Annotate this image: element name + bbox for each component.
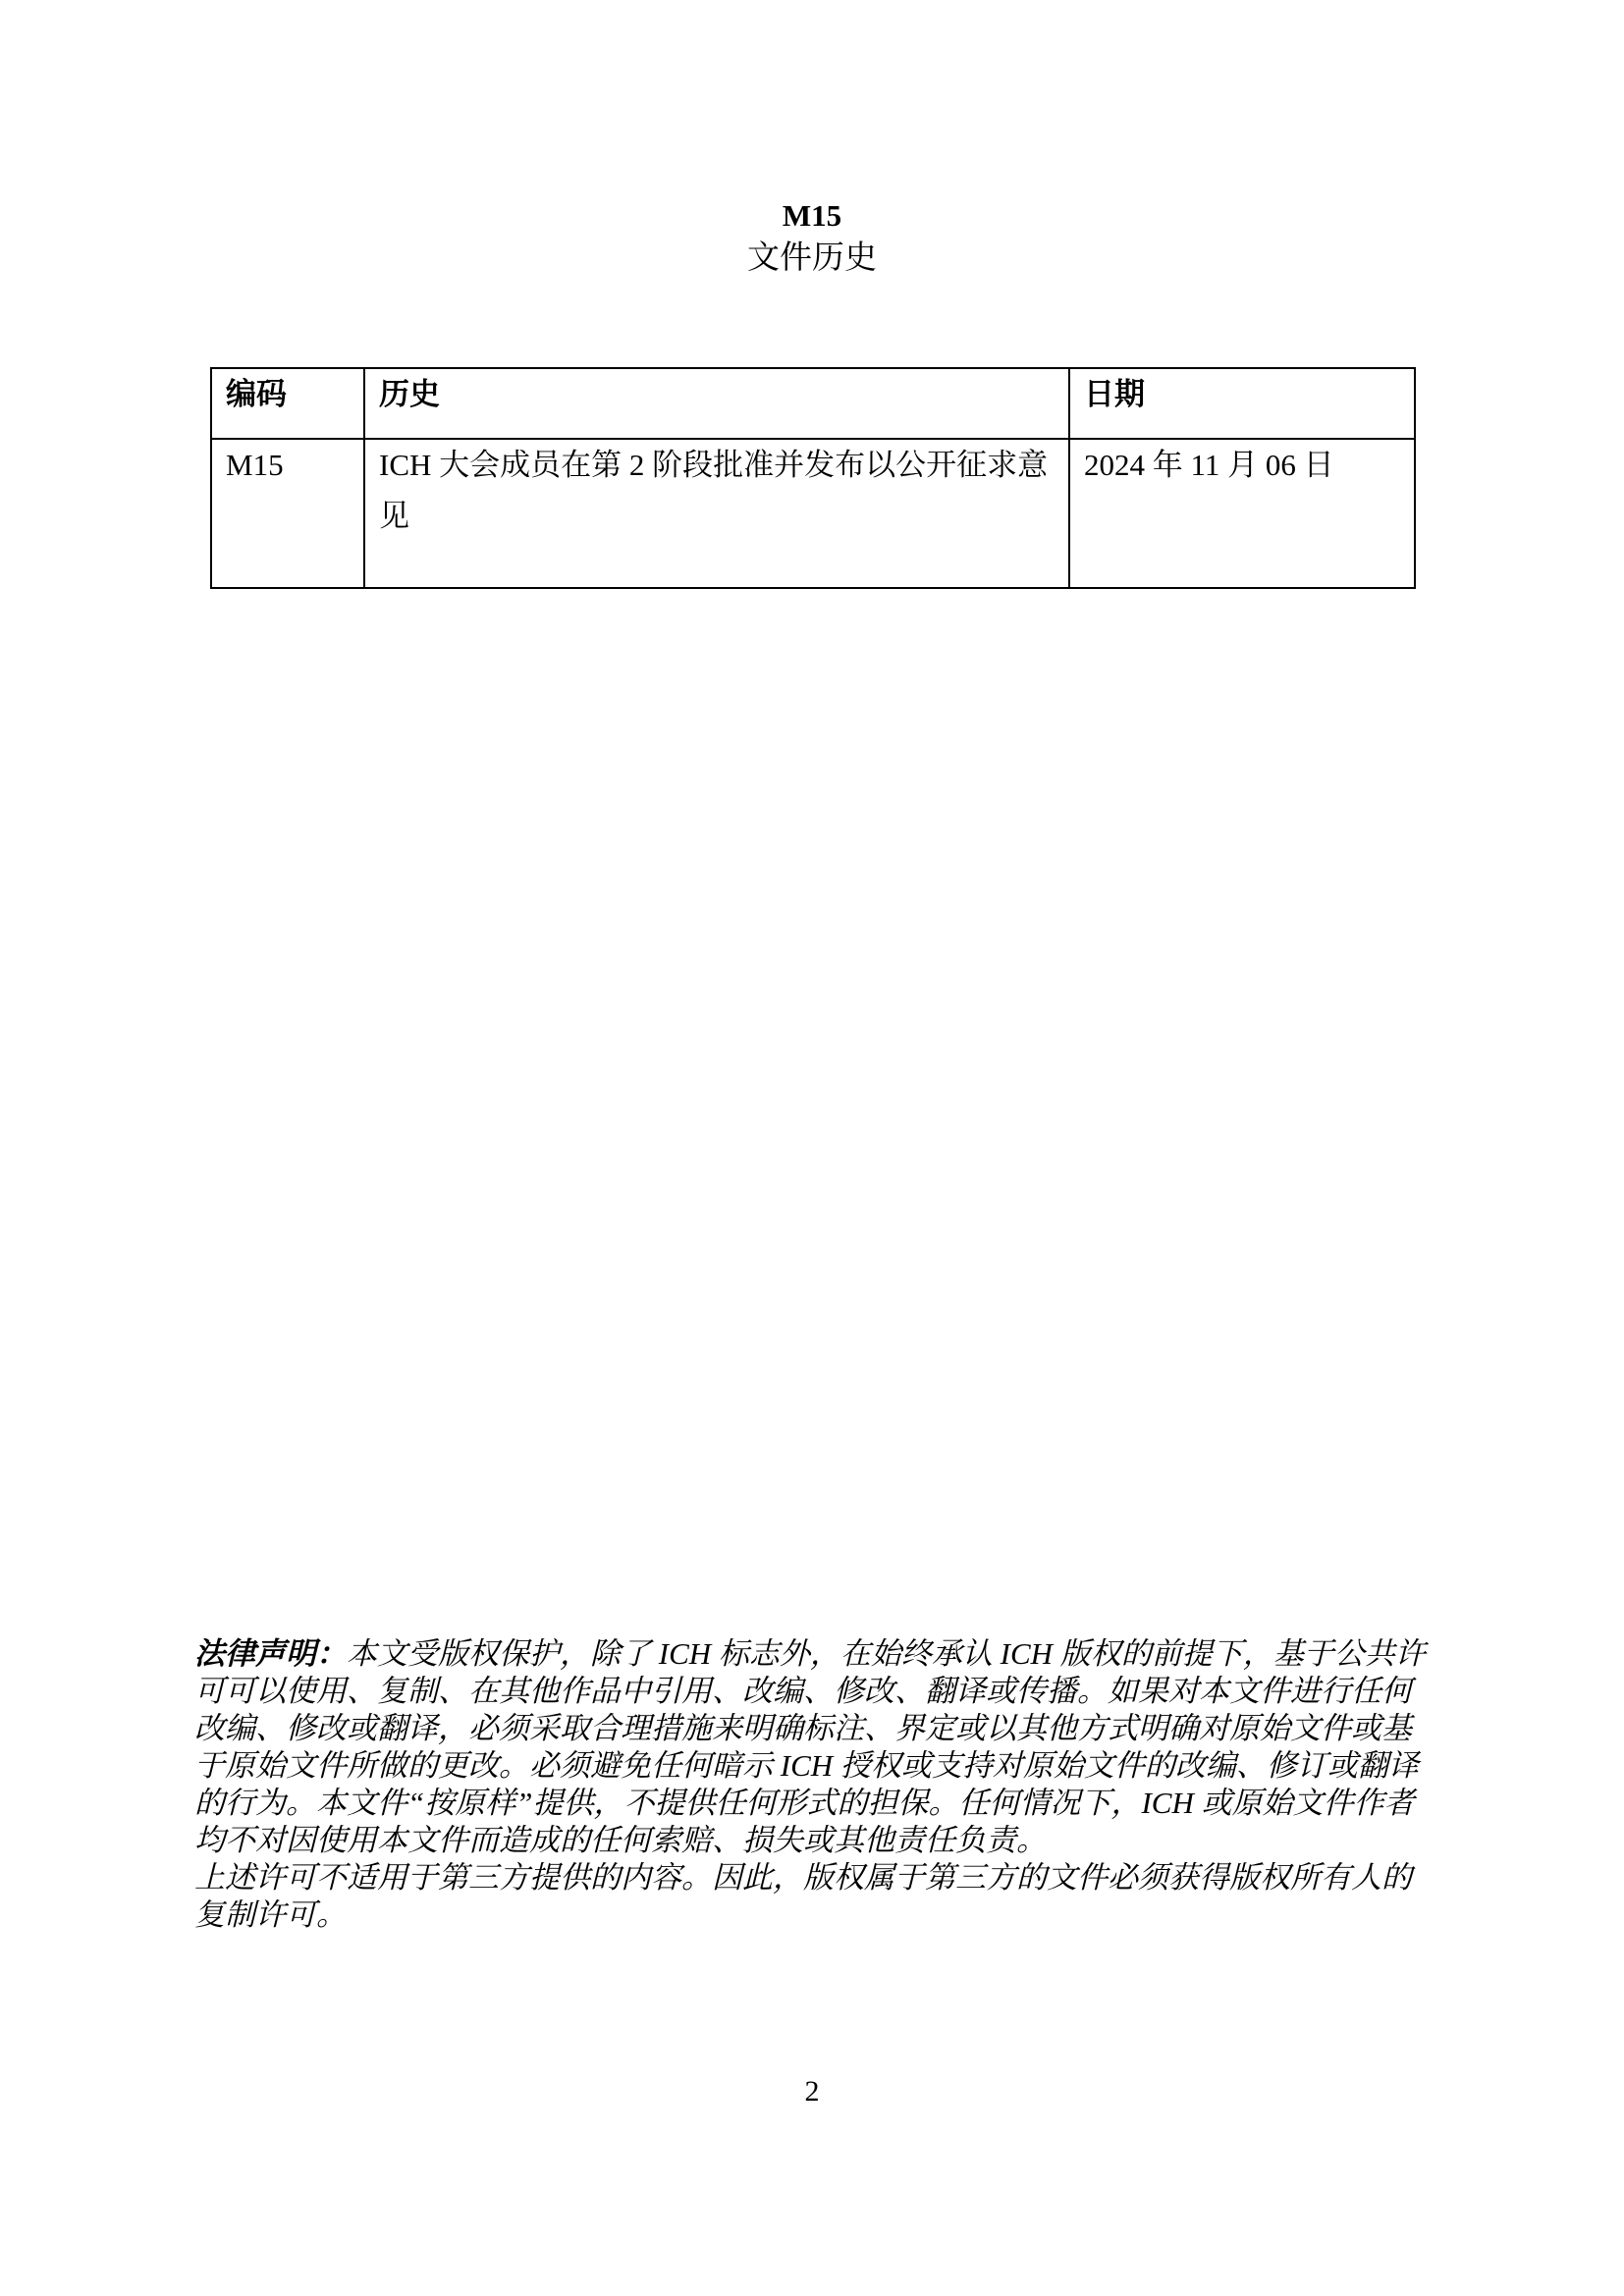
- document-history-title: 文件历史: [747, 240, 877, 276]
- legal-notice: [194, 1635, 1434, 1934]
- legal-notice-text: 本文受版权保护，除了 ICH 标志外，在始终承认 ICH 版权的前提下，基于公共许可可以使用、复制、在其他作品中引用、改编、修改、翻译或传播。如果对本文件进行任何改编、修改或翻译，必须采取合理措施来明确标注、界定或以其他方式明确对原始文件或基于原始文件所做的更改。必须避免任何暗示 ICH 授权或支持对原始文件的改编、修订或翻译的行为。本文件“按原样”提供，不提供任何形式的担保。任何情况下，ICH 或原始文件作者均不对因使用本文件而造成的任何索赔、损失或其他责任负责。: [194, 1636, 1426, 1857]
- legal-notice-paragraph: [194, 1635, 1434, 1859]
- column-header-code: 编码: [211, 368, 364, 439]
- history-table: [210, 367, 1416, 589]
- column-header-history: 历史: [364, 368, 1069, 439]
- page-number: 2: [804, 2075, 820, 2108]
- column-header-date: 日期: [1069, 368, 1415, 439]
- cell-code: M15: [211, 439, 364, 588]
- table-header-row: [211, 368, 1415, 439]
- legal-notice-label: 法律声明：: [194, 1636, 347, 1671]
- cell-history: ICH 大会成员在第 2 阶段批准并发布以公开征求意见: [364, 439, 1069, 588]
- cell-date: 2024 年 11 月 06 日: [1069, 439, 1415, 588]
- document-code: M15: [782, 198, 842, 233]
- third-party-notice: 上述许可不适用于第三方提供的内容。因此，版权属于第三方的文件必须获得版权所有人的复制许可。: [194, 1860, 1412, 1932]
- table-row: [211, 439, 1415, 588]
